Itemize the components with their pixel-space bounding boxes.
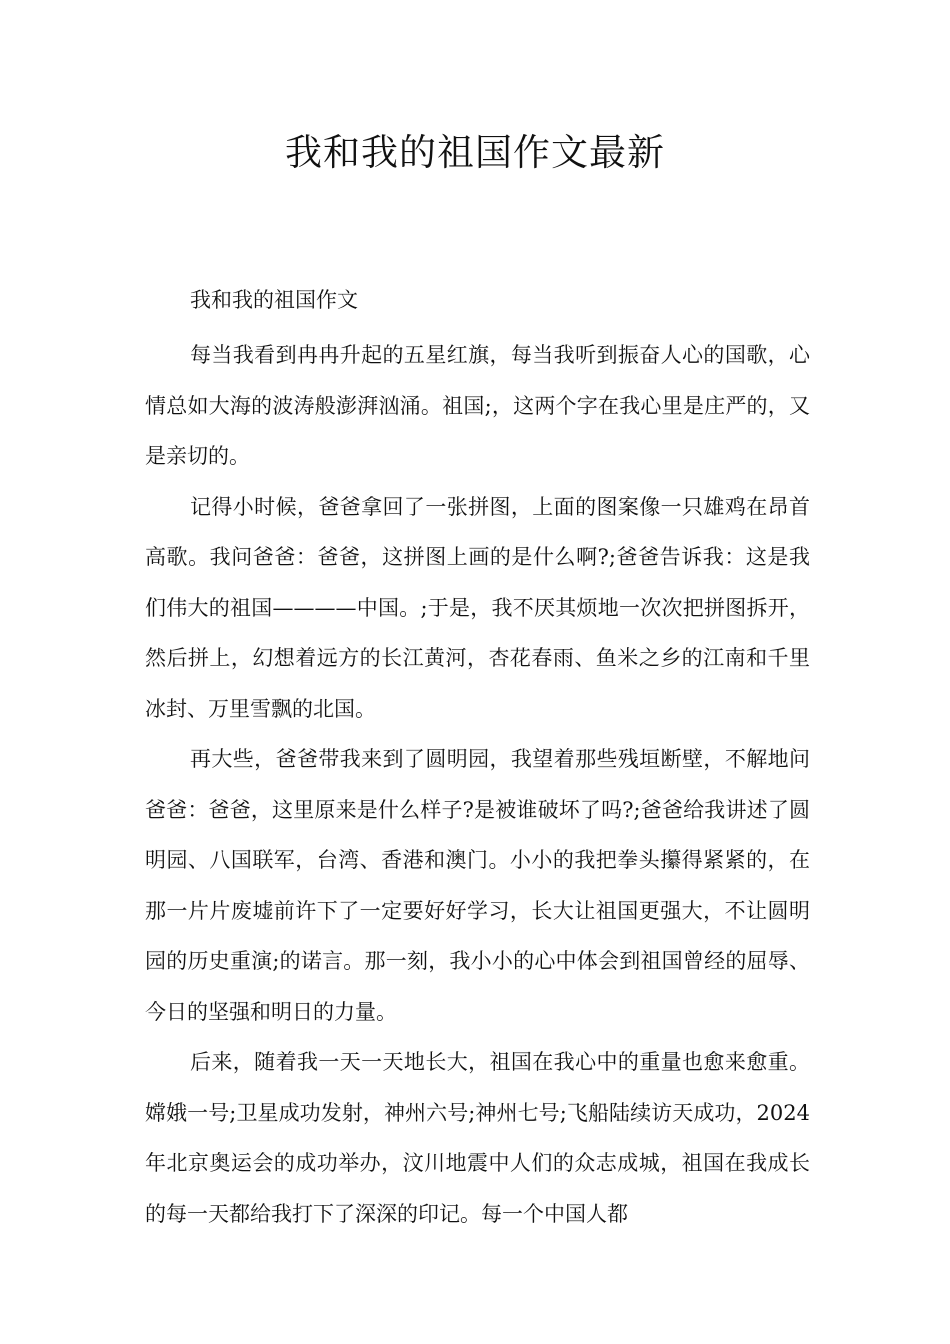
paragraph-2: 记得小时候，爸爸拿回了一张拼图，上面的图案像一只雄鸡在昂首高歌。我问爸爸：爸爸，这拼图上画的是什么啊?;爸爸告诉我：这是我们伟大的祖国————中国。;于是，我不厌其烦地一次次把拼图拆开，然后拼上，幻想着远方的长江黄河，杏花春雨、鱼米之乡的江南和千里冰封、万里雪飘的北国。 (145, 494, 810, 721)
essay-body (145, 330, 810, 1239)
paragraph-1: 每当我看到冉冉升起的五星红旗，每当我听到振奋人心的国歌，心情总如大海的波涛般澎湃汹涌。祖国;，这两个字在我心里是庄严的，又是亲切的。 (145, 343, 810, 468)
paragraph-4: 后来，随着我一天一天地长大，祖国在我心中的重量也愈来愈重。嫦娥一号;卫星成功发射，神州六号;神州七号;飞船陆续访天成功，2024年北京奥运会的成功举办，汶川地震中人们的众志成城，祖国在我成长的每一天都给我打下了深深的印记。每一个中国人都 (145, 1050, 810, 1226)
document-title: 我和我的祖国作文最新 (285, 131, 665, 174)
paragraph-3: 再大些，爸爸带我来到了圆明园，我望着那些残垣断壁，不解地问爸爸：爸爸，这里原来是什么样子?是被谁破坏了吗?;爸爸给我讲述了圆明园、八国联军，台湾、香港和澳门。小小的我把拳头攥得紧紧的，在那一片片废墟前许下了一定要好好学习，长大让祖国更强大，不让圆明园的历史重演;的诺言。那一刻，我小小的心中体会到祖国曾经的屈辱、今日的坚强和明日的力量。 (145, 747, 810, 1024)
essay-subtitle: 我和我的祖国作文 (190, 288, 358, 312)
